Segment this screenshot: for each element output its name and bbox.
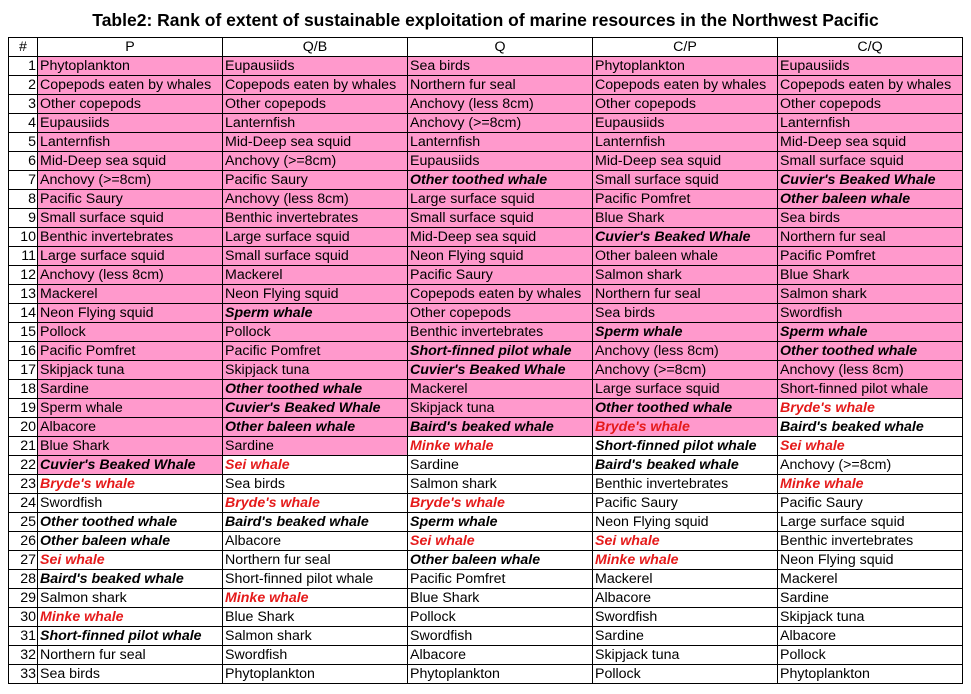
- cell-c-q: Mackerel: [778, 570, 963, 589]
- cell-c-p: Bryde's whale: [593, 418, 778, 437]
- rank-number: 26: [9, 532, 38, 551]
- cell-c-p: Anchovy (>=8cm): [593, 361, 778, 380]
- cell-c-q: Swordfish: [778, 304, 963, 323]
- cell-q: Other baleen whale: [408, 551, 593, 570]
- cell-c-p: Northern fur seal: [593, 285, 778, 304]
- cell-c-q: Sperm whale: [778, 323, 963, 342]
- cell-c-q: Other baleen whale: [778, 190, 963, 209]
- header-q-b: Q/B: [223, 38, 408, 57]
- table-row: [9, 437, 963, 456]
- table-row: [9, 95, 963, 114]
- cell-p: Other baleen whale: [38, 532, 223, 551]
- cell-c-p: Benthic invertebrates: [593, 475, 778, 494]
- table-row: [9, 171, 963, 190]
- cell-q: Cuvier's Beaked Whale: [408, 361, 593, 380]
- cell-p: Minke whale: [38, 608, 223, 627]
- cell-q: Albacore: [408, 646, 593, 665]
- table-row: [9, 551, 963, 570]
- rank-number: 6: [9, 152, 38, 171]
- cell-c-p: Copepods eaten by whales: [593, 76, 778, 95]
- table-row: [9, 247, 963, 266]
- cell-p: Mid-Deep sea squid: [38, 152, 223, 171]
- cell-c-q: Cuvier's Beaked Whale: [778, 171, 963, 190]
- cell-q: Pacific Pomfret: [408, 570, 593, 589]
- table-row: [9, 494, 963, 513]
- cell-q: Baird's beaked whale: [408, 418, 593, 437]
- cell-q-b: Phytoplankton: [223, 665, 408, 684]
- table-row: [9, 532, 963, 551]
- cell-p: Mackerel: [38, 285, 223, 304]
- cell-q: Other toothed whale: [408, 171, 593, 190]
- table-row: [9, 152, 963, 171]
- cell-q: Lanternfish: [408, 133, 593, 152]
- table-row: [9, 228, 963, 247]
- table-row: [9, 342, 963, 361]
- cell-p: Anchovy (less 8cm): [38, 266, 223, 285]
- cell-q: Anchovy (>=8cm): [408, 114, 593, 133]
- cell-p: Swordfish: [38, 494, 223, 513]
- cell-q: Short-finned pilot whale: [408, 342, 593, 361]
- rank-number: 11: [9, 247, 38, 266]
- rank-number: 14: [9, 304, 38, 323]
- cell-p: Pacific Pomfret: [38, 342, 223, 361]
- cell-q: Minke whale: [408, 437, 593, 456]
- table-row: [9, 361, 963, 380]
- cell-c-q: Eupausiids: [778, 57, 963, 76]
- cell-p: Baird's beaked whale: [38, 570, 223, 589]
- cell-q-b: Other baleen whale: [223, 418, 408, 437]
- table-row: [9, 114, 963, 133]
- cell-c-p: Swordfish: [593, 608, 778, 627]
- rank-number: 30: [9, 608, 38, 627]
- cell-c-q: Lanternfish: [778, 114, 963, 133]
- cell-q: Blue Shark: [408, 589, 593, 608]
- cell-p: Bryde's whale: [38, 475, 223, 494]
- cell-c-p: Cuvier's Beaked Whale: [593, 228, 778, 247]
- cell-c-p: Lanternfish: [593, 133, 778, 152]
- cell-q: Pollock: [408, 608, 593, 627]
- table-row: [9, 304, 963, 323]
- cell-p: Pollock: [38, 323, 223, 342]
- cell-c-p: Minke whale: [593, 551, 778, 570]
- rank-number: 8: [9, 190, 38, 209]
- cell-p: Benthic invertebrates: [38, 228, 223, 247]
- header-c-q: C/Q: [778, 38, 963, 57]
- table-row: [9, 627, 963, 646]
- cell-c-q: Baird's beaked whale: [778, 418, 963, 437]
- header-c-p: C/P: [593, 38, 778, 57]
- cell-c-q: Skipjack tuna: [778, 608, 963, 627]
- cell-c-p: Blue Shark: [593, 209, 778, 228]
- cell-q-b: Sei whale: [223, 456, 408, 475]
- cell-q: Sea birds: [408, 57, 593, 76]
- table-row: [9, 608, 963, 627]
- table-row: [9, 76, 963, 95]
- cell-q: Mid-Deep sea squid: [408, 228, 593, 247]
- cell-c-p: Pollock: [593, 665, 778, 684]
- cell-q-b: Copepods eaten by whales: [223, 76, 408, 95]
- table-row: [9, 456, 963, 475]
- cell-q: Benthic invertebrates: [408, 323, 593, 342]
- cell-p: Lanternfish: [38, 133, 223, 152]
- cell-c-q: Pollock: [778, 646, 963, 665]
- table-row: [9, 513, 963, 532]
- rank-number: 2: [9, 76, 38, 95]
- cell-q: Copepods eaten by whales: [408, 285, 593, 304]
- cell-c-q: Phytoplankton: [778, 665, 963, 684]
- table-row: [9, 133, 963, 152]
- rank-number: 18: [9, 380, 38, 399]
- cell-q-b: Eupausiids: [223, 57, 408, 76]
- rank-number: 1: [9, 57, 38, 76]
- cell-q: Skipjack tuna: [408, 399, 593, 418]
- rank-number: 17: [9, 361, 38, 380]
- cell-q: Swordfish: [408, 627, 593, 646]
- cell-c-p: Short-finned pilot whale: [593, 437, 778, 456]
- cell-c-q: Albacore: [778, 627, 963, 646]
- cell-q-b: Minke whale: [223, 589, 408, 608]
- cell-c-q: Anchovy (>=8cm): [778, 456, 963, 475]
- cell-c-p: Other toothed whale: [593, 399, 778, 418]
- cell-q: Large surface squid: [408, 190, 593, 209]
- rank-number: 24: [9, 494, 38, 513]
- cell-c-p: Baird's beaked whale: [593, 456, 778, 475]
- cell-q-b: Anchovy (less 8cm): [223, 190, 408, 209]
- cell-c-p: Eupausiids: [593, 114, 778, 133]
- cell-c-p: Mackerel: [593, 570, 778, 589]
- cell-p: Sperm whale: [38, 399, 223, 418]
- table-row: [9, 589, 963, 608]
- cell-q-b: Other copepods: [223, 95, 408, 114]
- cell-p: Anchovy (>=8cm): [38, 171, 223, 190]
- cell-q-b: Pacific Pomfret: [223, 342, 408, 361]
- cell-q-b: Albacore: [223, 532, 408, 551]
- cell-q: Eupausiids: [408, 152, 593, 171]
- cell-q: Small surface squid: [408, 209, 593, 228]
- cell-c-q: Benthic invertebrates: [778, 532, 963, 551]
- rank-number: 28: [9, 570, 38, 589]
- rank-number: 31: [9, 627, 38, 646]
- cell-c-p: Salmon shark: [593, 266, 778, 285]
- rank-number: 15: [9, 323, 38, 342]
- table-row: [9, 190, 963, 209]
- cell-q-b: Mackerel: [223, 266, 408, 285]
- rank-number: 32: [9, 646, 38, 665]
- cell-c-p: Pacific Saury: [593, 494, 778, 513]
- cell-p: Small surface squid: [38, 209, 223, 228]
- table-title: Table2: Rank of extent of sustainable exploitation of marine resources in the Northwest Pacific: [92, 10, 879, 30]
- table-row: [9, 570, 963, 589]
- cell-q: Sei whale: [408, 532, 593, 551]
- header-row: [9, 38, 963, 57]
- cell-q-b: Lanternfish: [223, 114, 408, 133]
- cell-q-b: Sperm whale: [223, 304, 408, 323]
- cell-p: Short-finned pilot whale: [38, 627, 223, 646]
- cell-c-p: Sperm whale: [593, 323, 778, 342]
- rank-number: 3: [9, 95, 38, 114]
- rank-number: 27: [9, 551, 38, 570]
- rank-number: 9: [9, 209, 38, 228]
- cell-c-q: Pacific Pomfret: [778, 247, 963, 266]
- cell-q-b: Sardine: [223, 437, 408, 456]
- table-row: [9, 323, 963, 342]
- cell-q-b: Benthic invertebrates: [223, 209, 408, 228]
- rank-number: 10: [9, 228, 38, 247]
- table-row: [9, 418, 963, 437]
- cell-c-q: Pacific Saury: [778, 494, 963, 513]
- rank-number: 7: [9, 171, 38, 190]
- cell-q-b: Swordfish: [223, 646, 408, 665]
- cell-p: Copepods eaten by whales: [38, 76, 223, 95]
- cell-q-b: Salmon shark: [223, 627, 408, 646]
- cell-c-q: Sei whale: [778, 437, 963, 456]
- cell-q-b: Mid-Deep sea squid: [223, 133, 408, 152]
- cell-p: Neon Flying squid: [38, 304, 223, 323]
- cell-q: Phytoplankton: [408, 665, 593, 684]
- rank-number: 23: [9, 475, 38, 494]
- cell-p: Pacific Saury: [38, 190, 223, 209]
- cell-c-q: Copepods eaten by whales: [778, 76, 963, 95]
- header-p: P: [38, 38, 223, 57]
- cell-c-q: Sea birds: [778, 209, 963, 228]
- rank-number: 5: [9, 133, 38, 152]
- cell-c-p: Sei whale: [593, 532, 778, 551]
- cell-c-p: Pacific Pomfret: [593, 190, 778, 209]
- table-row: [9, 475, 963, 494]
- cell-q: Northern fur seal: [408, 76, 593, 95]
- cell-p: Phytoplankton: [38, 57, 223, 76]
- cell-c-p: Phytoplankton: [593, 57, 778, 76]
- cell-c-p: Mid-Deep sea squid: [593, 152, 778, 171]
- cell-q: Pacific Saury: [408, 266, 593, 285]
- cell-q-b: Anchovy (>=8cm): [223, 152, 408, 171]
- cell-q-b: Northern fur seal: [223, 551, 408, 570]
- cell-p: Cuvier's Beaked Whale: [38, 456, 223, 475]
- cell-c-q: Blue Shark: [778, 266, 963, 285]
- cell-c-p: Other copepods: [593, 95, 778, 114]
- cell-c-q: Minke whale: [778, 475, 963, 494]
- cell-q-b: Blue Shark: [223, 608, 408, 627]
- table-row: [9, 646, 963, 665]
- table-row: [9, 399, 963, 418]
- table-row: [9, 57, 963, 76]
- cell-p: Sea birds: [38, 665, 223, 684]
- cell-c-q: Sardine: [778, 589, 963, 608]
- rank-number: 16: [9, 342, 38, 361]
- cell-p: Sardine: [38, 380, 223, 399]
- cell-c-q: Large surface squid: [778, 513, 963, 532]
- cell-c-q: Northern fur seal: [778, 228, 963, 247]
- cell-q: Mackerel: [408, 380, 593, 399]
- cell-c-p: Sea birds: [593, 304, 778, 323]
- cell-p: Blue Shark: [38, 437, 223, 456]
- rank-number: 4: [9, 114, 38, 133]
- table-row: [9, 266, 963, 285]
- cell-c-p: Large surface squid: [593, 380, 778, 399]
- cell-p: Eupausiids: [38, 114, 223, 133]
- cell-c-q: Short-finned pilot whale: [778, 380, 963, 399]
- rank-number: 21: [9, 437, 38, 456]
- rank-number: 29: [9, 589, 38, 608]
- table-row: [9, 285, 963, 304]
- cell-q: Salmon shark: [408, 475, 593, 494]
- cell-c-q: Mid-Deep sea squid: [778, 133, 963, 152]
- cell-q-b: Pacific Saury: [223, 171, 408, 190]
- cell-q-b: Other toothed whale: [223, 380, 408, 399]
- header-q: Q: [408, 38, 593, 57]
- cell-q-b: Cuvier's Beaked Whale: [223, 399, 408, 418]
- rank-number: 25: [9, 513, 38, 532]
- cell-c-q: Bryde's whale: [778, 399, 963, 418]
- cell-c-p: Small surface squid: [593, 171, 778, 190]
- rank-number: 19: [9, 399, 38, 418]
- cell-q: Sardine: [408, 456, 593, 475]
- cell-c-q: Other toothed whale: [778, 342, 963, 361]
- cell-c-q: Salmon shark: [778, 285, 963, 304]
- cell-c-q: Anchovy (less 8cm): [778, 361, 963, 380]
- cell-p: Other copepods: [38, 95, 223, 114]
- header-rank: #: [9, 38, 38, 57]
- cell-q-b: Pollock: [223, 323, 408, 342]
- cell-p: Large surface squid: [38, 247, 223, 266]
- cell-q-b: Small surface squid: [223, 247, 408, 266]
- rank-number: 33: [9, 665, 38, 684]
- cell-c-p: Anchovy (less 8cm): [593, 342, 778, 361]
- cell-c-q: Neon Flying squid: [778, 551, 963, 570]
- cell-q-b: Large surface squid: [223, 228, 408, 247]
- rank-number: 22: [9, 456, 38, 475]
- cell-p: Albacore: [38, 418, 223, 437]
- table-row: [9, 380, 963, 399]
- cell-c-p: Sardine: [593, 627, 778, 646]
- cell-q: Bryde's whale: [408, 494, 593, 513]
- table-body: [9, 57, 963, 684]
- cell-p: Sei whale: [38, 551, 223, 570]
- cell-q: Other copepods: [408, 304, 593, 323]
- cell-c-p: Albacore: [593, 589, 778, 608]
- cell-q-b: Baird's beaked whale: [223, 513, 408, 532]
- cell-q-b: Neon Flying squid: [223, 285, 408, 304]
- rank-table: [8, 37, 963, 684]
- cell-p: Skipjack tuna: [38, 361, 223, 380]
- cell-p: Other toothed whale: [38, 513, 223, 532]
- rank-number: 13: [9, 285, 38, 304]
- rank-number: 12: [9, 266, 38, 285]
- cell-q-b: Short-finned pilot whale: [223, 570, 408, 589]
- cell-c-p: Neon Flying squid: [593, 513, 778, 532]
- cell-p: Salmon shark: [38, 589, 223, 608]
- cell-q: Sperm whale: [408, 513, 593, 532]
- table-row: [9, 209, 963, 228]
- cell-c-p: Other baleen whale: [593, 247, 778, 266]
- cell-q-b: Bryde's whale: [223, 494, 408, 513]
- cell-p: Northern fur seal: [38, 646, 223, 665]
- cell-q-b: Sea birds: [223, 475, 408, 494]
- cell-c-q: Small surface squid: [778, 152, 963, 171]
- cell-q: Neon Flying squid: [408, 247, 593, 266]
- cell-c-q: Other copepods: [778, 95, 963, 114]
- table-row: [9, 665, 963, 684]
- cell-q: Anchovy (less 8cm): [408, 95, 593, 114]
- rank-number: 20: [9, 418, 38, 437]
- cell-c-p: Skipjack tuna: [593, 646, 778, 665]
- cell-q-b: Skipjack tuna: [223, 361, 408, 380]
